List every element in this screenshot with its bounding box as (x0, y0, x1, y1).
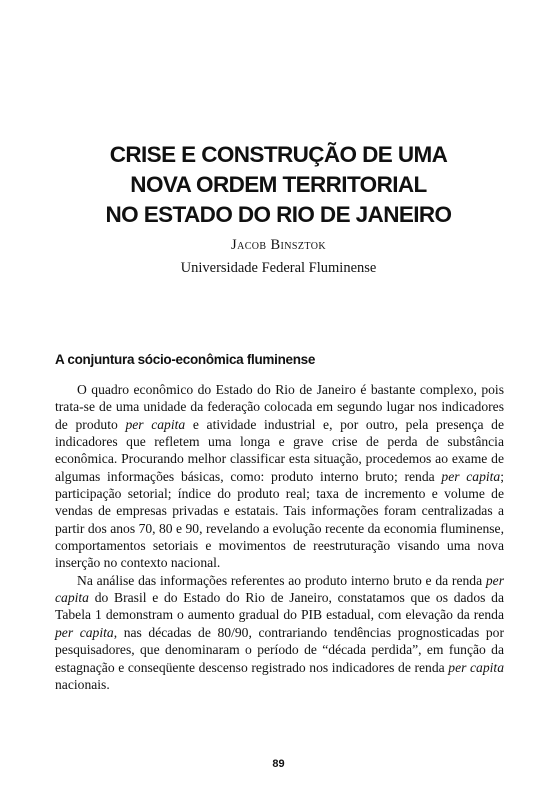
italic-term: per capita (55, 624, 114, 640)
paragraph-text: nacionais. (55, 676, 110, 692)
title-line: CRISE E CONSTRUÇÃO DE UMA (109, 142, 448, 167)
body-text (55, 381, 504, 693)
paragraph-text: , nas décadas de 80/90, contrariando tendências prognosticadas por pesquisadores, que denominaram o período de “década perdida”, em função da estagnação e conseqüente descenso registrado nos indicadores de renda (55, 624, 504, 675)
article-title (0, 140, 557, 230)
page-number: 89 (272, 758, 285, 770)
paragraph-text: do Brasil e do Estado do Rio de Janeiro, constatamos que os dados da Tabela 1 demonstram o aumento gradual do PIB estadual, com elevação da renda (55, 590, 504, 623)
section-heading: A conjuntura sócio-econômica fluminense (55, 352, 316, 367)
italic-term: per capita (441, 468, 501, 484)
body-paragraph (55, 381, 504, 572)
body-paragraph (55, 572, 504, 693)
italic-term: per capita (448, 659, 505, 675)
paragraph-text: O quadro econômico do Estado do Rio de Janeiro é bastante complexo, pois trata-se de uma unidade da federação colocada em segundo lugar nos indicadores de produto (55, 382, 504, 432)
paragraph-text: Na análise das informações referentes ao produto interno bruto e da renda (77, 572, 486, 588)
title-line: NOVA ORDEM TERRITORIAL (130, 172, 427, 197)
author-affiliation: Universidade Federal Fluminense (180, 260, 377, 276)
author-name: Jacob Binsztok (231, 237, 326, 253)
title-line: NO ESTADO DO RIO DE JANEIRO (105, 202, 452, 227)
paragraph-text: e atividade industrial e, por outro, pela presença de indicadores que refletem uma longa e grave crise de perda de substância econômica. Procurando melhor classificar esta situação, procedemos ao exame de algumas informações básicas, como: produto interno bruto; renda (55, 416, 504, 484)
paragraph-text: ; participação setorial; índice do produto real; taxa de incremento e volume de vendas de empresas privadas e estatais. Tais informações foram centralizadas a partir dos anos 70, 80 e 90, revelando a evolução recente da economia fluminense, comportamentos setoriais e movimentos de reestruturação visando uma nova inserção no contexto nacional. (55, 468, 504, 571)
italic-term: per capita (55, 572, 504, 606)
italic-term: per capita (125, 416, 186, 432)
